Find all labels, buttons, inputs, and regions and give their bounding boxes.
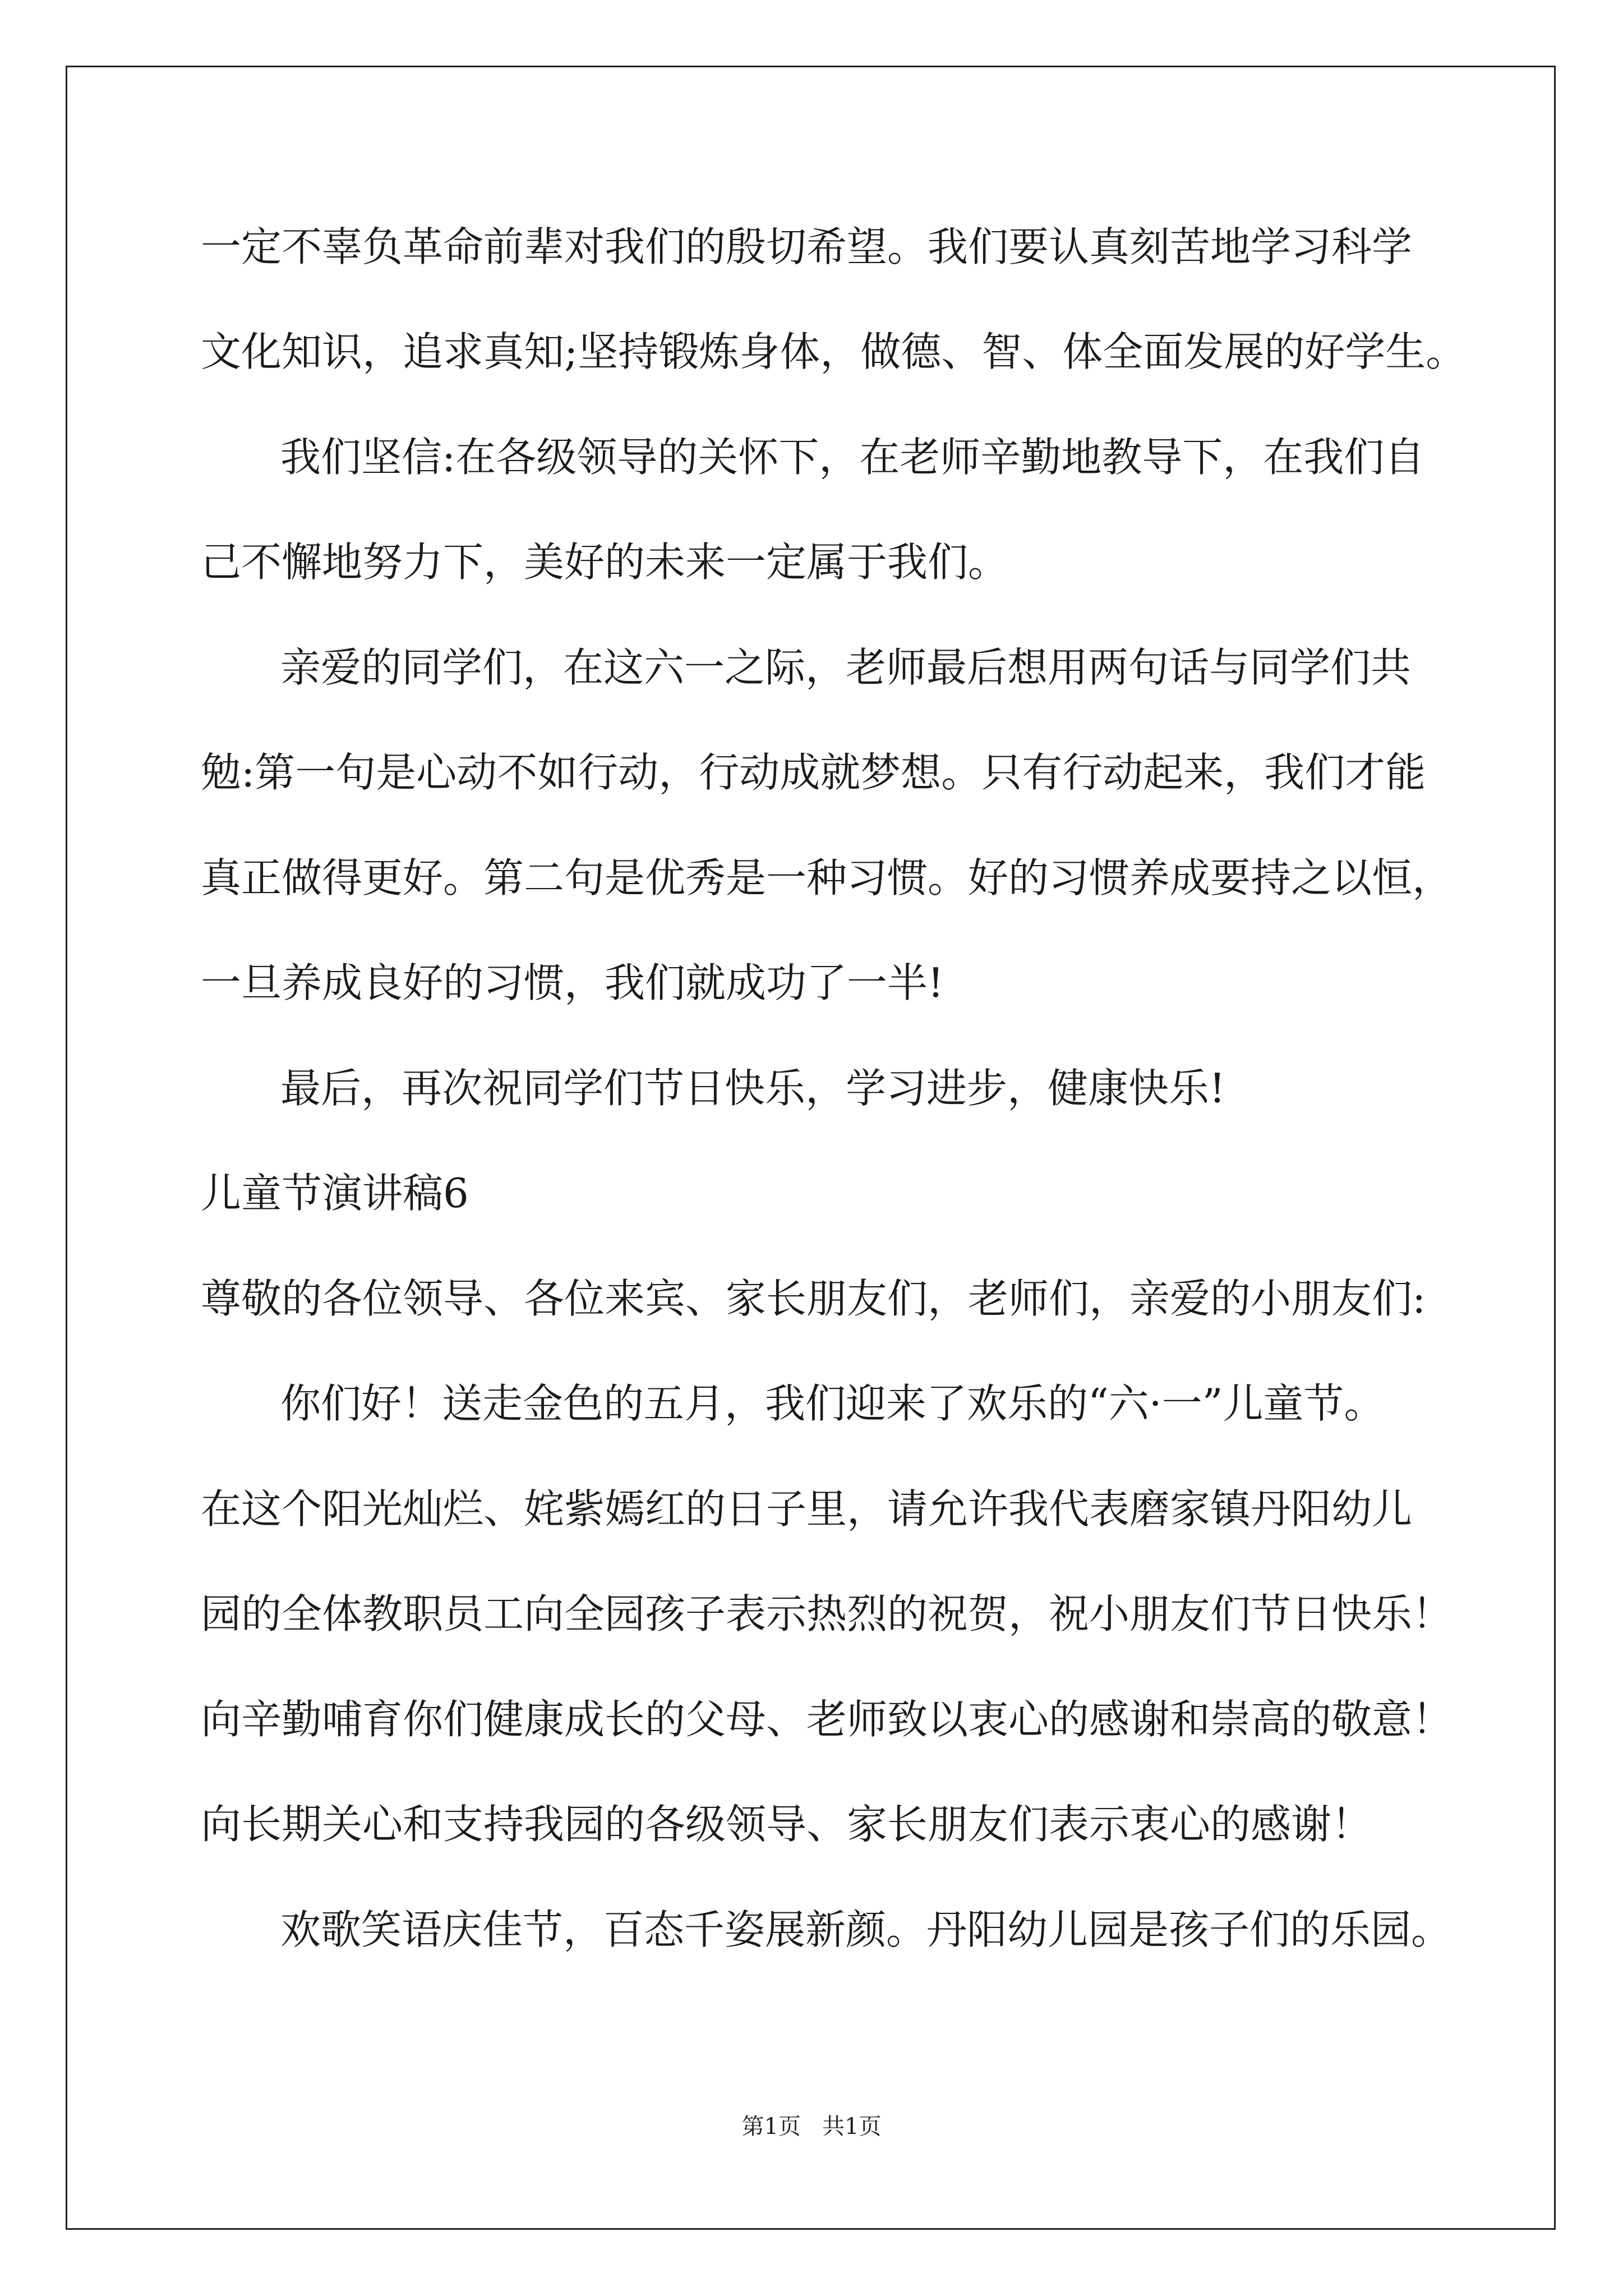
body-text-line: 在这个阳光灿烂、姹紫嫣红的日子里，请允许我代表磨家镇丹阳幼儿 — [201, 1485, 1413, 1533]
body-text-line: 文化知识，追求真知;坚持锻炼身体，做德、智、体全面发展的好学生。 — [201, 328, 1467, 375]
body-text-line: 欢歌笑语庆佳节，百态千姿展新颜。丹阳幼儿园是孩子们的乐园。 — [280, 1906, 1452, 1953]
page-footer: 第1页 共1页 — [741, 2114, 882, 2139]
body-text-line: 尊敬的各位领导、各位来宾、家长朋友们，老师们，亲爱的小朋友们: — [201, 1275, 1426, 1322]
body-text-line: 向长期关心和支持我园的各级领导、家长朋友们表示衷心的感谢！ — [201, 1801, 1372, 1848]
body-text-line: 我们坚信:在各级领导的关怀下，在老师辛勤地教导下，在我们自 — [280, 434, 1425, 481]
body-text-line: 勉:第一句是心动不如行动，行动成就梦想。只有行动起来，我们才能 — [201, 749, 1426, 796]
body-text-line: 向辛勤哺育你们健康成长的父母、老师致以衷心的感谢和崇高的敬意！ — [201, 1696, 1453, 1743]
body-text-line: 一定不辜负革命前辈对我们的殷切希望。我们要认真刻苦地学习科学 — [201, 223, 1413, 270]
body-text-line: 亲爱的同学们，在这六一之际，老师最后想用两句话与同学们共 — [280, 644, 1412, 691]
body-text-line: 你们好！送走金色的五月，我们迎来了欢乐的“六·一”儿童节。 — [280, 1380, 1385, 1427]
body-text-line: 真正做得更好。第二句是优秀是一种习惯。好的习惯养成要持之以恒， — [201, 854, 1453, 901]
body-text-line: 园的全体教职员工向全园孩子表示热烈的祝贺，祝小朋友们节日快乐！ — [201, 1590, 1453, 1637]
body-text-line: 己不懈地努力下，美好的未来一定属于我们。 — [201, 539, 1009, 586]
body-text-line: 一旦养成良好的习惯，我们就成功了一半! — [201, 959, 944, 1006]
section-heading: 儿童节演讲稿6 — [201, 1170, 469, 1217]
body-text-line: 最后，再次祝同学们节日快乐，学习进步，健康快乐! — [280, 1065, 1225, 1112]
